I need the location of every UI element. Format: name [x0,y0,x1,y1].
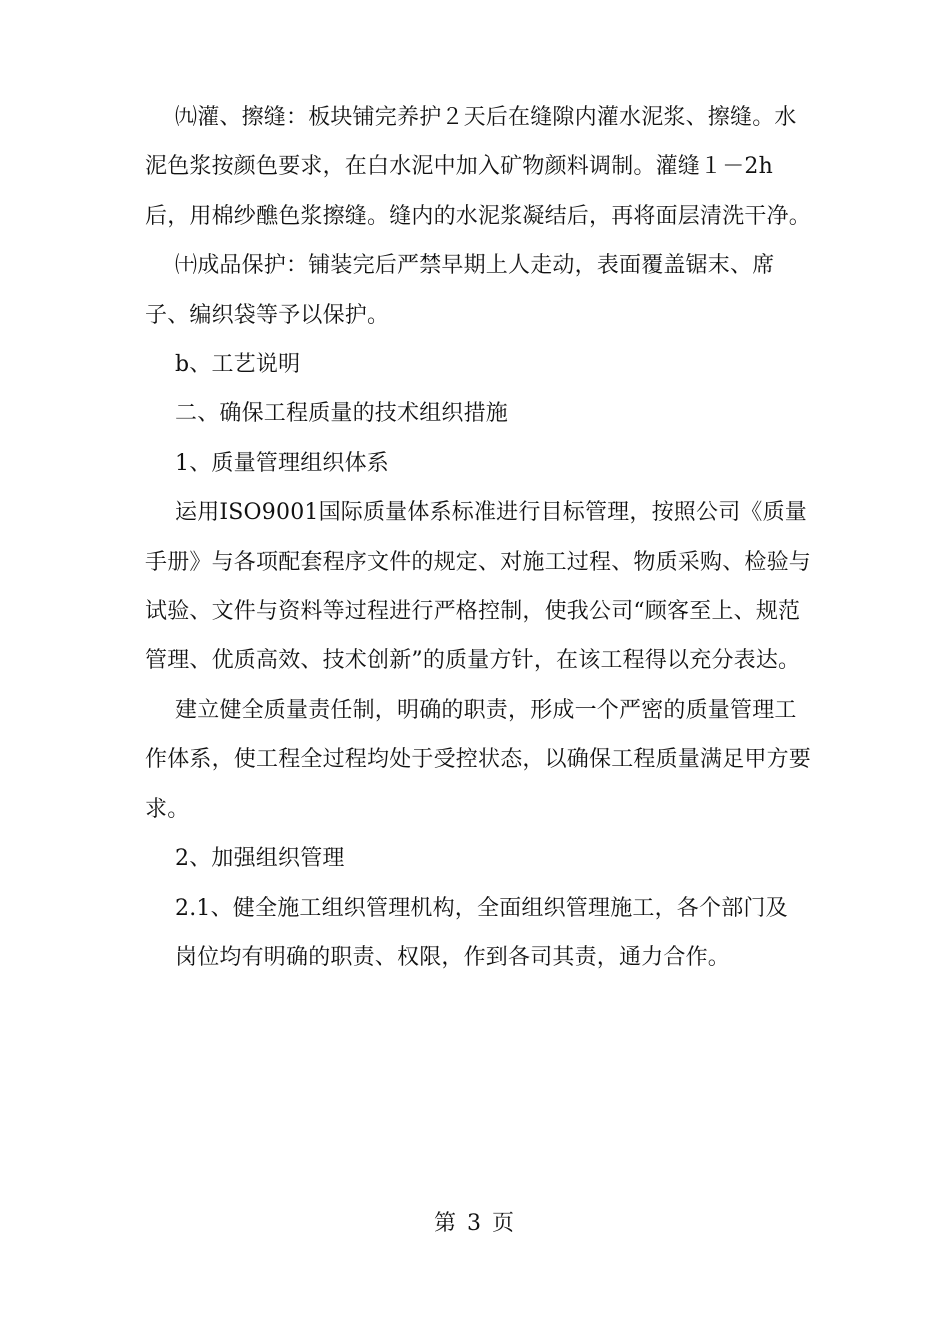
paragraph-process-note: b、工艺说明 [175,352,301,378]
subheading-organization: 2、加强组织管理 [175,846,345,872]
page-number: 第 3 页 [434,1211,516,1236]
paragraph-2-1-continued: 岗位均有明确的职责、权限，作到各司其责，通力合作。 [175,944,731,970]
paragraph-protection: ㈩成品保护：铺装完后严禁早期上人走动，表面覆盖锯末、席子、编织袋等予以保护。 [145,253,775,328]
subheading-quality-system: 1、质量管理组织体系 [175,450,389,476]
paragraph-iso9001: 运用ISO9001国际质量体系标准进行目标管理，按照公司《质量手册》与各项配套程序文件的规定、对施工过程、物质采购、检验与试验、文件与资料等过程进行严格控制，使我公司“顾客至上、规范管理、优质高效、技术创新”的质量方针，在该工程得以充分表达。 [145,500,812,674]
section-heading-quality-measures: 二、确保工程质量的技术组织措施 [175,401,509,427]
paragraph-responsibility: 建立健全质量责任制，明确的职责，形成一个严密的质量管理工作体系，使工程全过程均处于受控状态，以确保工程质量满足甲方要求。 [145,697,812,822]
paragraph-grouting: ㈨灌、擦缝：板块铺完养护２天后在缝隙内灌水泥浆、擦缝。水泥色浆按颜色要求，在白水泥中加入矿物颜料调制。灌缝１－2h后，用棉纱醮色浆擦缝。缝内的水泥浆凝结后，再将面层清洗干净。 [145,105,812,229]
paragraph-2-1: 2.1、健全施工组织管理机构，全面组织管理施工，各个部门及 [175,895,788,921]
document-body [145,93,817,982]
